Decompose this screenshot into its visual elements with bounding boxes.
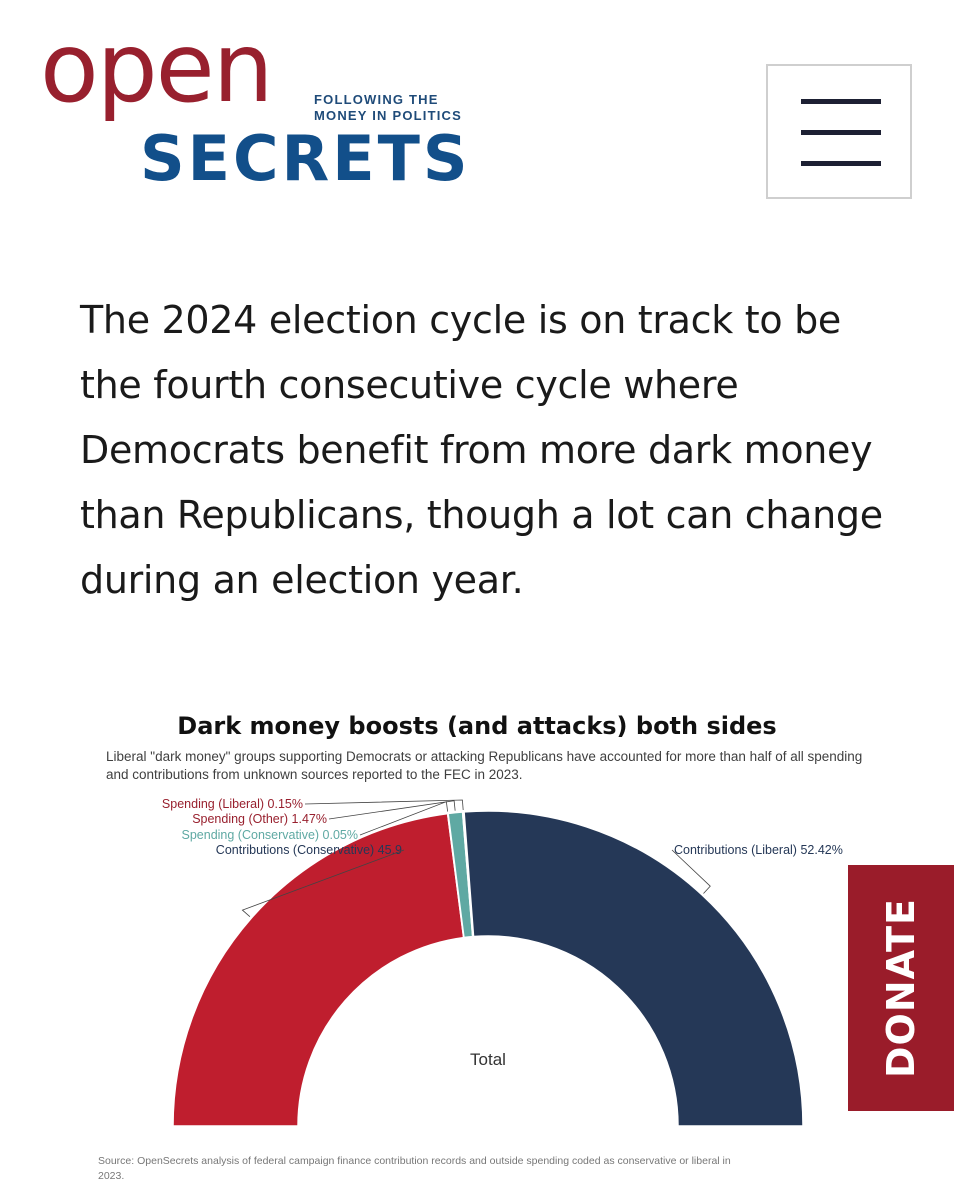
logo-tagline-line2: MONEY IN POLITICS	[314, 108, 463, 123]
donate-label: DONATE	[879, 898, 923, 1078]
chart-center-label: Total	[470, 1050, 506, 1069]
logo-word-secrets: SECRETS	[140, 122, 471, 195]
slice-0[interactable]	[173, 814, 464, 1126]
chart-title: Dark money boosts (and attacks) both sides	[177, 712, 777, 740]
slice-label-4: Contributions (Liberal) 52.42%	[674, 843, 843, 857]
logo-tagline	[314, 92, 494, 124]
chart-subtitle: Liberal "dark money" groups supporting Democrats or attacking Republicans have accounted for more than half of all spending and contributions from unknown sources reported to the FEC in 2023.	[106, 749, 863, 782]
logo-tagline-line1: FOLLOWING THE	[314, 92, 439, 107]
slice-leader-3	[305, 800, 463, 810]
article-headline: The 2024 election cycle is on track to be the fourth consecutive cycle where Democrats benefit from more dark money than Republicans, though a lot can change during an election year.	[80, 298, 883, 602]
chart-source: Source: OpenSecrets analysis of federal campaign finance contribution records and outside spending coded as conservative or liberal in 2023.	[98, 1155, 731, 1182]
opensecrets-logo[interactable]	[40, 12, 480, 200]
slice-label-2: Spending (Other) 1.47%	[192, 812, 327, 826]
logo-word-open: open	[40, 12, 272, 124]
slice-label-0: Contributions (Conservative) 45.9	[215, 843, 402, 857]
donate-button[interactable]	[848, 865, 954, 1111]
slice-label-1: Spending (Conservative) 0.05%	[181, 828, 358, 842]
slice-4[interactable]	[464, 811, 803, 1126]
slice-label-3: Spending (Liberal) 0.15%	[161, 797, 303, 811]
menu-button[interactable]	[766, 64, 912, 199]
semi-donut-chart	[0, 790, 954, 1140]
